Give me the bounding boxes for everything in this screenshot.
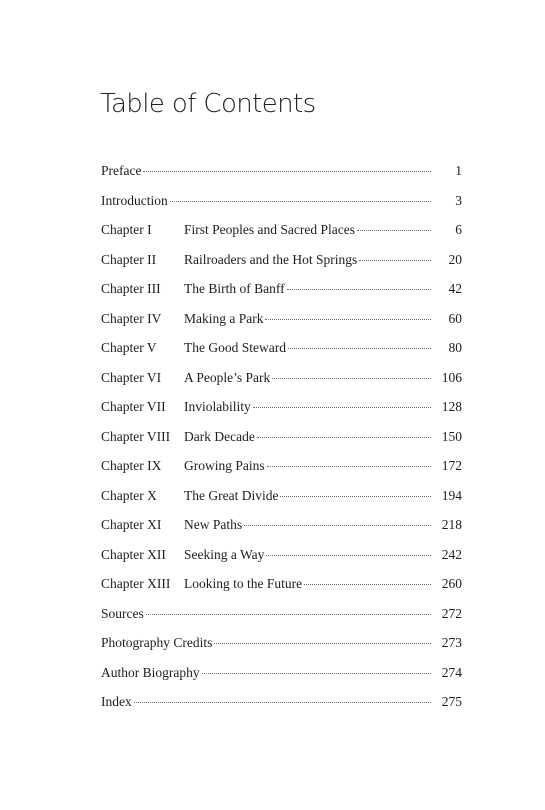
- toc-entry-title: Dark Decade: [184, 428, 255, 444]
- toc-entry-page: 260: [441, 576, 462, 591]
- toc-entry-page: 218: [441, 517, 462, 532]
- page-title: Table of Contents: [100, 89, 316, 119]
- toc-entry-title: Seeking a Way: [184, 546, 265, 562]
- toc-entry: [101, 281, 462, 311]
- table-of-contents: [101, 163, 462, 724]
- toc-entry-title: First Peoples and Sacred Places: [184, 222, 355, 237]
- toc-entry: [101, 252, 462, 282]
- toc-entry-chapter-number: Chapter IV: [101, 310, 162, 326]
- dot-leader: [146, 613, 431, 615]
- toc-entry: [101, 576, 462, 606]
- toc-entry-title: Sources: [101, 605, 144, 621]
- toc-entry-chapter-number: Chapter XII: [101, 546, 166, 562]
- toc-entry: [101, 222, 462, 252]
- toc-entry-title: Introduction: [101, 192, 168, 208]
- toc-entry-page: 273: [441, 635, 462, 650]
- toc-entry-page: 20: [448, 251, 462, 267]
- toc-entry-title: Railroaders and the Hot Springs: [184, 251, 358, 267]
- toc-entry-title: Looking to the Future: [184, 576, 303, 591]
- toc-entry-chapter-number: Chapter X: [101, 487, 157, 503]
- dot-leader: [288, 347, 431, 349]
- toc-entry-page: 274: [441, 664, 462, 680]
- toc-entry-page: 150: [441, 428, 462, 444]
- toc-entry-title: The Birth of Banff: [184, 281, 285, 296]
- toc-entry-title: New Paths: [184, 517, 243, 532]
- dot-leader: [170, 200, 431, 202]
- toc-entry-page: 242: [441, 546, 462, 562]
- toc-entry-page: 80: [448, 340, 462, 355]
- toc-entry: [101, 458, 462, 488]
- toc-entry: [101, 399, 462, 429]
- toc-entry-page: 275: [441, 694, 462, 709]
- dot-leader: [143, 170, 431, 172]
- toc-entry-chapter-number: Chapter III: [101, 281, 161, 296]
- toc-entry: [101, 665, 462, 695]
- toc-entry-title: The Great Divide: [184, 487, 279, 503]
- dot-leader: [134, 701, 431, 703]
- dot-leader: [272, 377, 431, 379]
- toc-entry: [101, 429, 462, 459]
- toc-entry-title: Photography Credits: [101, 635, 213, 650]
- toc-entry-chapter-number: Chapter VII: [101, 399, 166, 414]
- dot-leader: [357, 229, 431, 231]
- toc-entry: [101, 370, 462, 400]
- toc-entry-page: 172: [441, 458, 462, 473]
- dot-leader: [304, 583, 431, 585]
- dot-leader: [267, 465, 431, 467]
- toc-entry: [101, 163, 462, 193]
- toc-entry-chapter-number: Chapter XI: [101, 517, 162, 532]
- toc-entry-title: Preface: [101, 163, 142, 178]
- toc-entry-chapter-number: Chapter II: [101, 251, 157, 267]
- toc-entry: [101, 635, 462, 665]
- toc-entry-title: Author Biography: [101, 664, 200, 680]
- toc-entry: [101, 340, 462, 370]
- toc-entry-page: 60: [448, 310, 462, 326]
- toc-entry-title: The Good Steward: [184, 340, 286, 355]
- toc-entry-title: Inviolability: [184, 399, 251, 414]
- dot-leader: [265, 318, 431, 320]
- dot-leader: [214, 642, 431, 644]
- toc-entry-title: Growing Pains: [184, 458, 265, 473]
- toc-entry-title: Making a Park: [184, 310, 264, 326]
- dot-leader: [266, 554, 431, 556]
- toc-entry-chapter-number: Chapter VIII: [101, 428, 171, 444]
- toc-entry: [101, 488, 462, 518]
- toc-entry-title: A People’s Park: [184, 369, 271, 385]
- dot-leader: [280, 495, 431, 497]
- toc-entry-chapter-number: Chapter IX: [101, 458, 162, 473]
- toc-entry-chapter-number: Chapter V: [101, 340, 157, 355]
- toc-entry-page: 194: [441, 487, 462, 503]
- dot-leader: [202, 672, 431, 674]
- dot-leader: [253, 406, 431, 408]
- dot-leader: [244, 524, 431, 526]
- toc-entry: [101, 694, 462, 724]
- dot-leader: [287, 288, 431, 290]
- toc-entry: [101, 606, 462, 636]
- toc-entry-chapter-number: Chapter I: [101, 222, 152, 237]
- toc-entry-page: 106: [441, 369, 462, 385]
- toc-entry-chapter-number: Chapter VI: [101, 369, 162, 385]
- toc-entry: [101, 547, 462, 577]
- toc-entry-page: 272: [441, 605, 462, 621]
- toc-entry: [101, 311, 462, 341]
- toc-entry: [101, 193, 462, 223]
- toc-entry-page: 6: [455, 222, 462, 237]
- dot-leader: [359, 259, 431, 261]
- toc-entry-title: Index: [101, 694, 132, 709]
- toc-entry-page: 42: [448, 281, 462, 296]
- toc-entry-page: 128: [441, 399, 462, 414]
- toc-entry-page: 3: [455, 192, 462, 208]
- toc-entry-chapter-number: Chapter XIII: [101, 576, 171, 591]
- dot-leader: [257, 436, 431, 438]
- toc-entry: [101, 517, 462, 547]
- toc-entry-page: 1: [455, 163, 462, 178]
